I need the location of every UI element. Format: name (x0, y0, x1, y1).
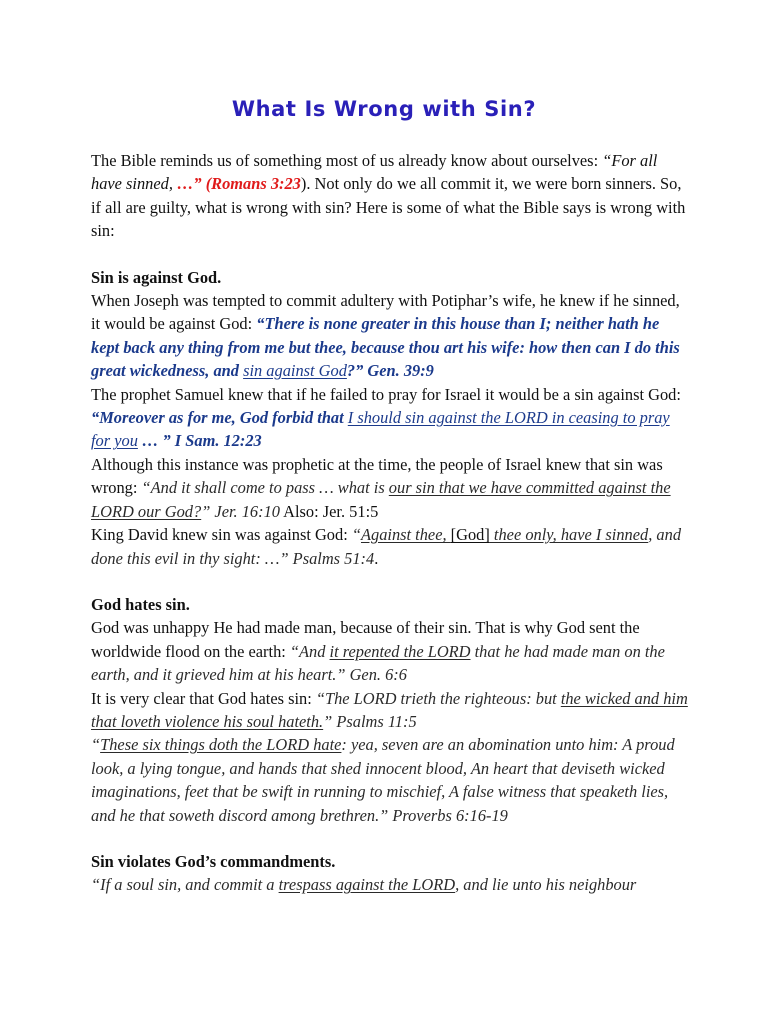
paragraph-israel (91, 453, 691, 523)
scripture-reference: ” Psalms 11:5 (323, 711, 417, 731)
intro-paragraph (91, 149, 691, 243)
scripture-quote: “And it shall come to pass … what is (141, 478, 389, 498)
scripture-reference: ” Jer. 16:10 (201, 501, 280, 521)
scripture-quote: “ (351, 525, 361, 545)
underlined-phrase: sin against God (243, 361, 347, 381)
paragraph-text: . (374, 548, 379, 568)
paragraph-samuel (91, 383, 691, 453)
page-title: What Is Wrong with Sin? (231, 97, 537, 121)
scripture-reference: that he had made man on the earth, and it grieved him at his heart.” Gen. 6:6 (91, 641, 665, 685)
paragraph-text: The prophet Samuel knew that if he failed to pray for Israel it would be a sin against God: (91, 384, 681, 404)
underlined-phrase: it repented the LORD (329, 641, 471, 661)
scripture-quote: neither hath he kept back any thing from me but thee, because thou art his wife: how then can I do this great wickedness, and (91, 314, 680, 381)
underlined-phrase: our sin that we have committed against the LORD our God? (91, 478, 671, 521)
scripture-reference: … ” I Sam. 12:23 (137, 431, 262, 451)
scripture-quote: “If a soul sin, and commit a (91, 875, 279, 895)
scripture-reference: ?” Gen. 39:9 (346, 361, 434, 381)
intro-quote: “For all have sinned, (91, 151, 658, 194)
paragraph-flood (91, 616, 691, 686)
underlined-phrase: These six things doth the LORD hate (100, 735, 342, 755)
scripture-quote: : yea, seven are an abomination unto him: A proud look, a lying tongue, and hands that shed innocent blood, An heart that deviseth wicked imaginations, feet that be swift in running to mischief, A false witness that speaketh lies, and he that soweth discord among brethren.” Proverbs 6:16-19 (91, 735, 675, 825)
scripture-quote: , and lie unto his neighbour (455, 875, 637, 895)
paragraph-text: When Joseph was tempted to commit adultery with Potiphar’s wife, he knew if he sinned, it would be against God: (91, 291, 680, 334)
scripture-reference: , and done this evil in thy sight: …” Psalms 51:4 (91, 525, 682, 568)
section-heading-against-god: Sin is against God. (91, 267, 222, 287)
scripture-quote: “ (91, 735, 101, 755)
paragraph-david (91, 523, 691, 570)
underlined-phrase: the wicked and him that loveth violence his soul hateth. (91, 688, 688, 731)
intro-text-continued: ). Not only do we all commit it, we were born sinners. So, if all are guilty, what is wrong with sin? Here is some of what the Bible says is wrong with sin: (91, 174, 686, 241)
intro-text: The Bible reminds us of something most of us already know about ourselves: (91, 151, 603, 170)
paragraph-joseph (91, 289, 691, 383)
section-heading-god-hates-sin: God hates sin. (91, 594, 190, 614)
document-body (91, 149, 691, 897)
paragraph-text: Although this instance was prophetic at the time, the people of Israel knew that sin was wrong: (91, 454, 663, 498)
underlined-phrase: Against thee, (360, 525, 451, 545)
underlined-phrase: thee only, have I sinned (489, 525, 649, 545)
scripture-quote: “There is none greater in this house than I; (256, 314, 556, 334)
paragraph-text: God was unhappy He had made man, because of their sin. That is why God sent the worldwide flood on the earth: (91, 618, 640, 661)
scripture-quote: “And (289, 641, 330, 661)
paragraph-text: King David knew sin was against God: (91, 525, 352, 545)
intro-reference: …” (Romans 3:23 (177, 174, 301, 194)
bracket-note: [God] (450, 525, 490, 545)
underlined-phrase: trespass against the LORD (278, 875, 456, 895)
paragraph-psalms (91, 687, 691, 734)
paragraph-text: It is very clear that God hates sin: (91, 688, 316, 708)
scripture-quote: “The LORD trieth the righteous: but (315, 688, 561, 708)
paragraph-text: Also: Jer. 51:5 (279, 501, 379, 521)
scripture-quote: “Moreover as for me, God forbid that (91, 408, 348, 428)
underlined-phrase: I should sin against the LORD in ceasing to pray for you (91, 408, 670, 451)
paragraph-trespass (91, 873, 691, 896)
paragraph-proverbs (91, 733, 691, 827)
section-heading-commandments: Sin violates God’s commandments. (91, 851, 336, 871)
